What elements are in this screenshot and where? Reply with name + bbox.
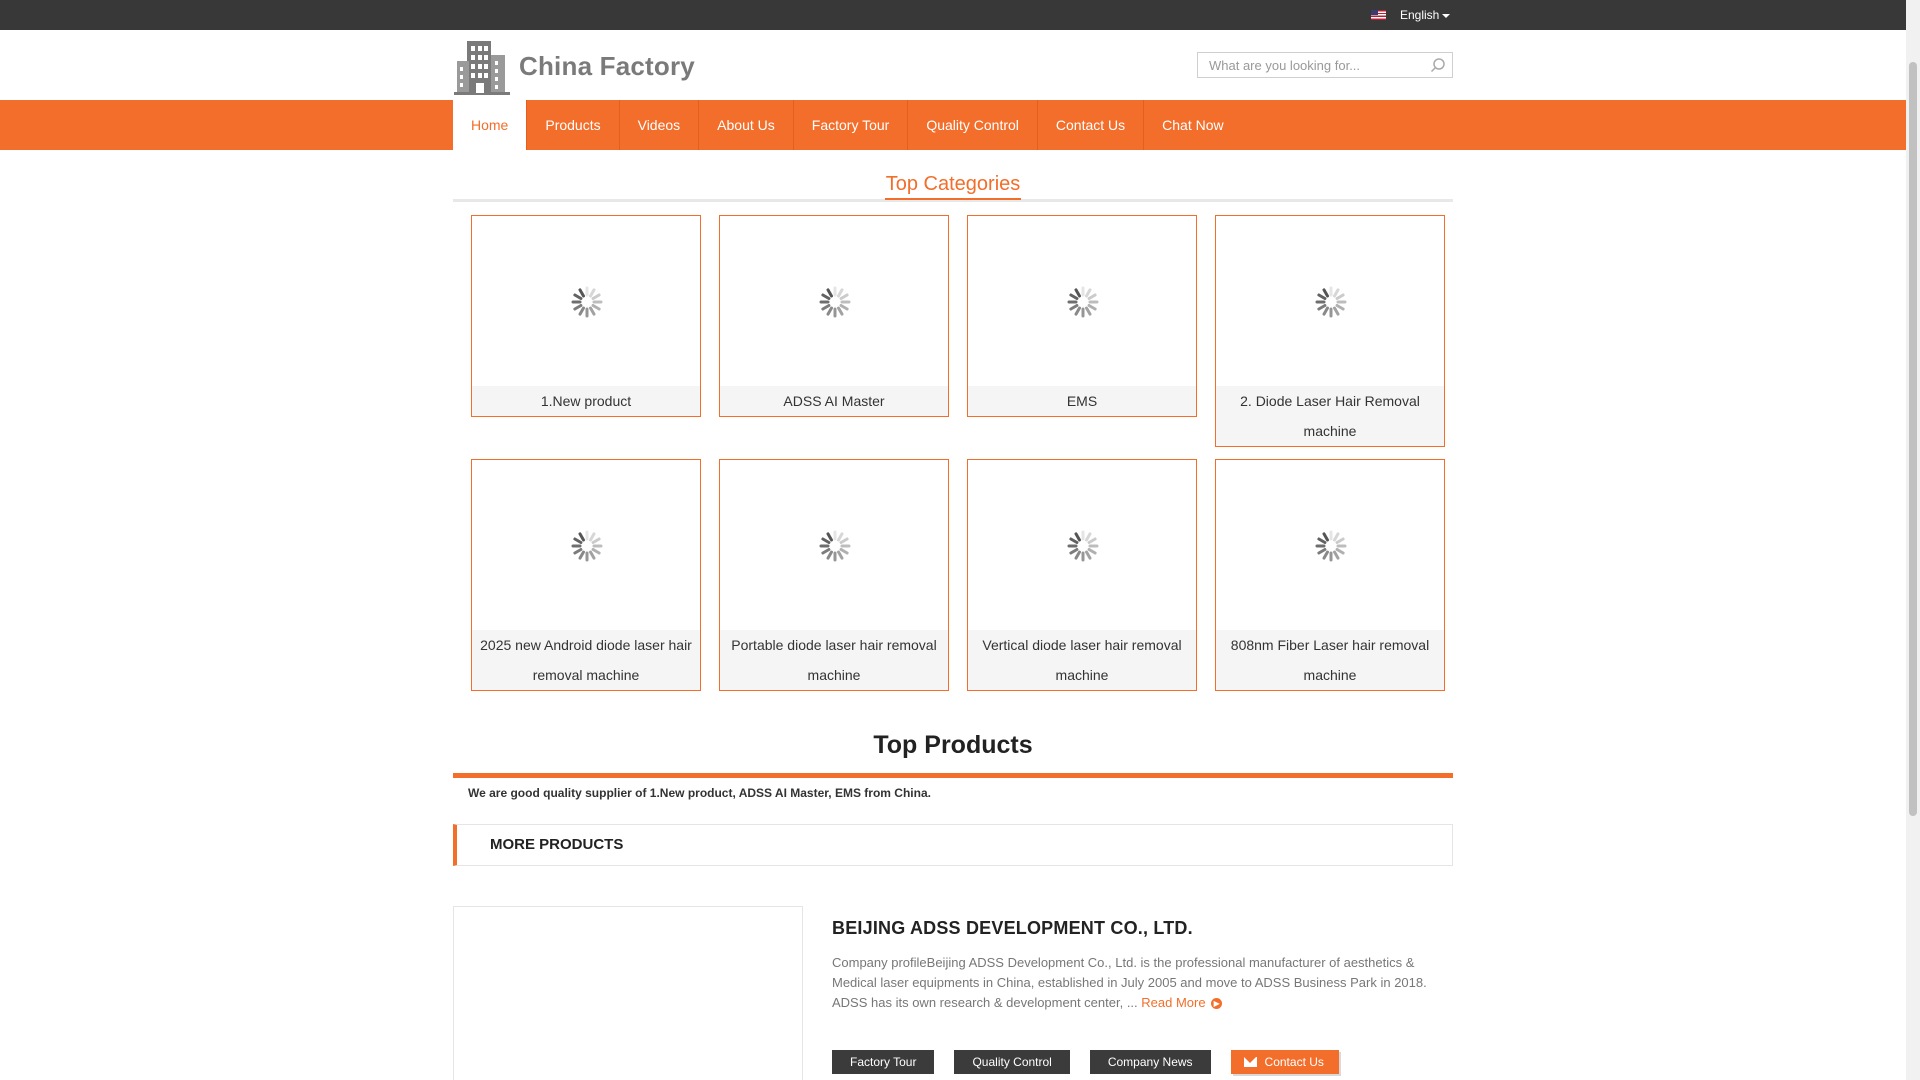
nav-factory-tour[interactable]: Factory Tour — [794, 100, 909, 150]
company-news-button[interactable]: Company News — [1090, 1050, 1211, 1074]
quality-control-button[interactable]: Quality Control — [954, 1050, 1069, 1074]
category-image[interactable] — [472, 216, 700, 386]
category-name[interactable]: EMS — [968, 386, 1196, 416]
logo-text: China Factory — [519, 50, 695, 81]
main-nav — [0, 100, 1906, 150]
category-name[interactable]: 808nm Fiber Laser hair removal machine — [1216, 630, 1444, 690]
nav-quality-control[interactable]: Quality Control — [908, 100, 1038, 150]
loading-spinner-icon — [1066, 529, 1100, 563]
loading-spinner-icon — [818, 285, 852, 319]
top-categories-heading — [453, 165, 1453, 202]
contact-us-label[interactable]: Contact Us — [1264, 1055, 1324, 1069]
loading-spinner-icon — [1314, 529, 1348, 563]
category-name[interactable]: 1.New product — [472, 386, 700, 416]
more-products-bar[interactable] — [453, 824, 1453, 866]
mail-icon — [1244, 1057, 1257, 1067]
search-icon[interactable] — [1430, 57, 1446, 73]
category-card[interactable] — [1215, 215, 1445, 447]
category-card[interactable] — [471, 459, 701, 691]
arrow-right-circle-icon: ▶ — [1211, 998, 1222, 1009]
category-image[interactable] — [720, 216, 948, 386]
nav-chat-now[interactable]: Chat Now — [1162, 117, 1224, 133]
category-name[interactable]: Portable diode laser hair removal machine — [720, 630, 948, 690]
company-info — [832, 918, 1452, 1013]
loading-spinner-icon — [818, 529, 852, 563]
category-card[interactable] — [967, 215, 1197, 417]
top-categories-title[interactable]: Top Categories — [885, 170, 1022, 200]
category-card[interactable] — [1215, 459, 1445, 691]
category-image[interactable] — [720, 460, 948, 630]
loading-spinner-icon — [570, 529, 604, 563]
language-label: English — [1400, 8, 1440, 22]
factory-tour-button[interactable]: Factory Tour — [832, 1050, 934, 1074]
read-more-link[interactable] — [1141, 995, 1222, 1010]
category-image[interactable] — [968, 460, 1196, 630]
category-card[interactable] — [719, 459, 949, 691]
search-input[interactable] — [1198, 53, 1418, 77]
us-flag-icon — [1371, 10, 1386, 20]
company-intro — [832, 953, 1452, 1013]
caret-down-icon — [1442, 14, 1450, 18]
nav-products[interactable]: Products — [527, 100, 619, 150]
vertical-scrollbar[interactable] — [1906, 0, 1920, 1080]
category-name[interactable]: Vertical diode laser hair removal machine — [968, 630, 1196, 690]
category-card[interactable] — [719, 215, 949, 417]
contact-us-button[interactable] — [1231, 1050, 1339, 1074]
scrollbar-thumb[interactable] — [1909, 62, 1917, 816]
company-image — [453, 906, 803, 1080]
top-products-title: Top Products — [873, 731, 1033, 759]
category-image[interactable] — [968, 216, 1196, 386]
category-name[interactable]: ADSS AI Master — [720, 386, 948, 416]
nav-contact-us[interactable]: Contact Us — [1038, 100, 1144, 150]
supplier-note: We are good quality supplier of 1.New product, ADSS AI Master, EMS from China. — [468, 786, 931, 800]
nav-videos[interactable]: Videos — [620, 100, 700, 150]
company-name: BEIJING ADSS DEVELOPMENT CO., LTD. — [832, 918, 1193, 938]
loading-spinner-icon — [570, 285, 604, 319]
category-image[interactable] — [1216, 216, 1444, 386]
category-name[interactable]: 2. Diode Laser Hair Removal machine — [1216, 386, 1444, 446]
loading-spinner-icon — [1066, 285, 1100, 319]
top-bar — [0, 0, 1906, 30]
search-box — [1197, 52, 1453, 78]
header — [0, 30, 1906, 100]
category-image[interactable] — [472, 460, 700, 630]
top-products-heading — [453, 727, 1453, 778]
category-name[interactable]: 2025 new Android diode laser hair removal machine — [472, 630, 700, 690]
more-products-label[interactable]: MORE PRODUCTS — [490, 836, 624, 853]
nav-about-us[interactable]: About Us — [699, 100, 794, 150]
building-logo-icon — [453, 37, 511, 95]
logo[interactable] — [453, 37, 695, 95]
language-selector[interactable] — [1371, 8, 1450, 22]
category-card[interactable] — [967, 459, 1197, 691]
loading-spinner-icon — [1314, 285, 1348, 319]
nav-home[interactable]: Home — [453, 100, 527, 150]
category-card[interactable] — [471, 215, 701, 417]
read-more-label[interactable]: Read More — [1141, 995, 1206, 1010]
company-buttons — [832, 1050, 1339, 1074]
company-intro-text: Company profileBeijing ADSS Development Co., Ltd. is the professional manufacturer of aesthetics & Medical laser equipments in China, established in July 2005 and move to ADSS Business Park in 2018. ADSS has its own research & development center, ... — [832, 955, 1427, 1010]
category-image[interactable] — [1216, 460, 1444, 630]
